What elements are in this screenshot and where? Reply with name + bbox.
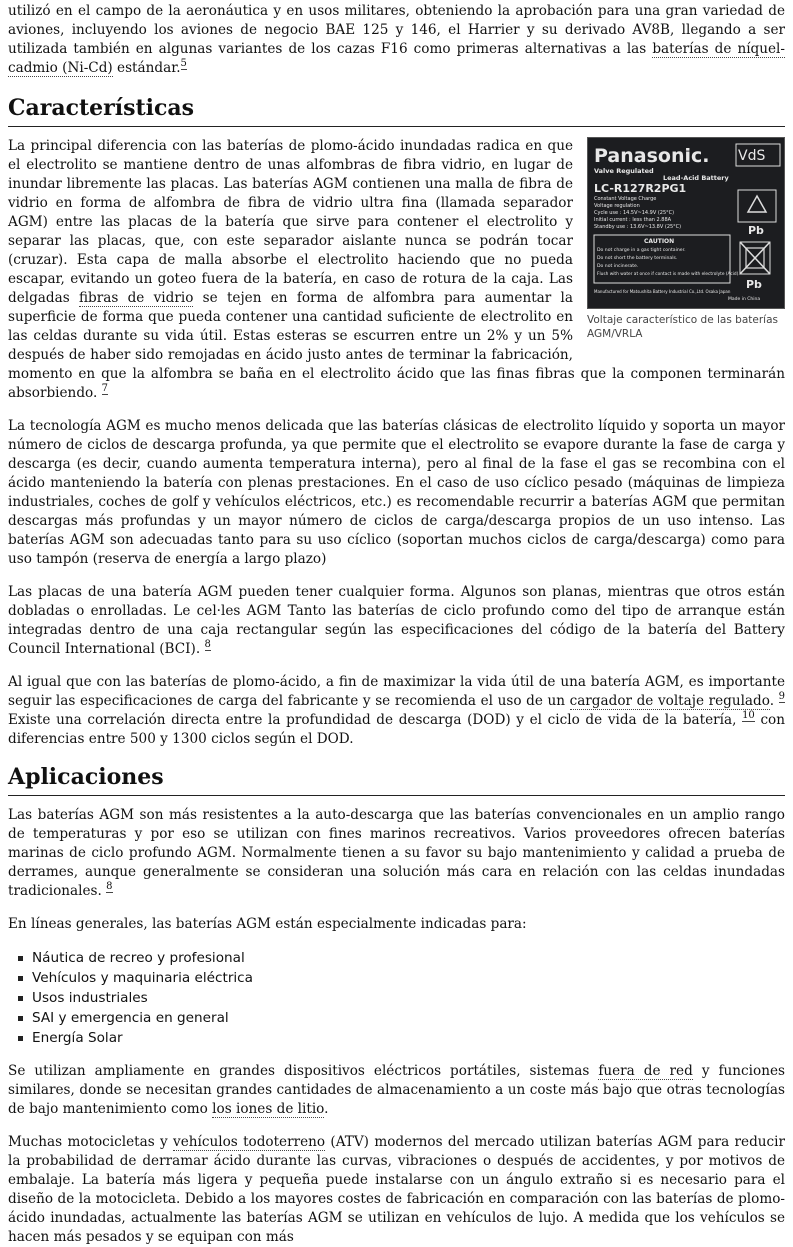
caution4: Flush with water at once if contact is made with electrolyte (Acid). [597,272,740,277]
link-vehiculos-todoterreno[interactable]: vehículos todoterreno [173,1134,326,1150]
list-item: Náutica de recreo y profesional [32,948,785,968]
spec5: Standby use : 13.6V~13.8V (25°C) [594,224,682,230]
text-run: Al igual que con las baterías de plomo-ácido, a fin de maximizar la vida útil de una batería AGM, es importante seguir las especificaciones de carga del fabricante y se recomienda el uso de un [8,674,785,709]
reference-7[interactable]: 7 [101,383,108,395]
battery-line2: Lead-Acid Battery [663,174,729,182]
aplicaciones-paragraph-1 [8,806,785,901]
link-niquel-cadmio[interactable]: baterías de níquel-cadmio (Ni-Cd) [8,41,785,76]
list-item: SAI y emergencia en general [32,1008,785,1028]
text-run: . [769,693,775,709]
caracteristicas-paragraph-3 [8,583,785,659]
battery-label-image[interactable] [587,137,785,309]
spec3: Cycle use : 14.5V~14.9V (25°C) [594,210,675,216]
link-cargador-voltaje-regulado[interactable]: cargador de voltaje regulado [569,693,770,709]
text-run: (ATV) modernos del mercado utilizan baterías AGM para reducir la probabilidad de derramar ácido durante las curvas, vibraciones o después de accidentes, y por motivos de embalaje. La batería más ligera y pequeña puede instalarse con un ángulo extraño si es necesario para el diseño de la motocicleta. Debido a los mayores costes de fabricación en comparación con las baterías de plomo-ácido inundadas, actualmente las baterías AGM se utilizan en vehículos de lujo. A medida que los vehículos se hacen más pesados y se equipan con más [8,1134,785,1245]
made-in-text: Made in China [728,297,761,302]
battery-figure [587,137,785,341]
reference-5[interactable]: 5 [180,58,187,70]
text-run: Existe una correlación directa entre la profundidad de descarga (DOD) y el ciclo de vida de la batería, [8,712,737,728]
brand-text: Panasonic. [594,145,710,167]
reference-8[interactable]: 8 [204,639,211,651]
text-run: y funciones similares, donde se necesitan grandes cantidades de almacenamiento a un coste más bajo que otras tecnologías de bajo mantenimiento como [8,1063,785,1117]
link-iones-de-litio[interactable]: los iones de litio [212,1101,325,1117]
pb-label-bottom: Pb [746,278,762,291]
pb-label-top: Pb [748,224,764,237]
intro-text: utilizó en el campo de la aeronáutica y en usos militares, obteniendo la aprobación para una gran variedad de aviones, incluyendo los aviones de negocio BAE 125 y 146, el Harrier y su derivado AV8B, llegando a ser utilizada también en algunas variantes de los cazas F16 como primeras alternativas a las [8,3,785,57]
caracteristicas-paragraph-4 [8,673,785,749]
list-item: Usos industriales [32,988,785,1008]
spec2: Voltage regulation [594,203,640,209]
applications-list [8,948,785,1048]
intro-text-end: estándar. [112,60,181,76]
section-heading-caracteristicas: Características [8,94,785,127]
link-fuera-de-red[interactable]: fuera de red [598,1063,693,1079]
caution1: Do not charge in a gas tight container. [597,248,686,253]
intro-paragraph [8,0,785,78]
caution2: Do not short the battery terminals. [597,256,678,261]
aplicaciones-paragraph-2: En líneas generales, las baterías AGM están especialmente indicadas para: [8,916,527,932]
aplicaciones-paragraph-3 [8,1062,785,1119]
reference-10[interactable]: 10 [742,710,755,722]
list-item: Energía Solar [32,1028,785,1048]
caution-title: CAUTION [644,238,675,245]
link-fibras-de-vidrio[interactable]: fibras de vidrio [78,290,194,306]
caution3: Do not incinerate. [597,264,639,269]
text-run: Muchas motocicletas y [8,1134,174,1150]
text-run: con diferencias entre 500 y 1300 ciclos según el DOD. [8,712,786,747]
list-item: Vehículos y maquinaria eléctrica [32,968,785,988]
text-run: . [324,1101,329,1117]
text-run: Se utilizan ampliamente en grandes dispositivos eléctricos portátiles, sistemas [8,1063,599,1079]
reference-9[interactable]: 9 [778,691,786,703]
reference-8[interactable]: 8 [106,881,113,893]
vds-mark: VdS [738,148,766,164]
text-run: Las baterías AGM son más resistentes a la auto-descarga que las baterías convencionales en un amplio rango de temperaturas y por eso se utilizan con fines marinos recreativos. Varios proveedores ofrecen baterías marinas de ciclo profundo AGM. Normalmente tienen a su favor su bajo mantenimiento y calidad a prueba de derrames, aunque generalmente se consideran una solución más cara en relación con las celdas inundadas tradicionales. [8,807,785,899]
text-run: se tejen en forma de alfombra para aumentar la superficie de forma que pueda contener una cantidad suficiente de electrolito en las celdas durante su vida útil. Estas esteras se escurren entre un 2% y un 5% después de haber sido remojadas en ácido justo antes de terminar la fabricación, momento en que la alfombra se baña en el electrolito ácido que las finas fibras que la componen terminarán absorbiendo. [8,290,785,401]
text-run: Las placas de una batería AGM pueden tener cualquier forma. Algunos son planas, mientras que otros están dobladas o enrolladas. Le cel·les AGM Tanto las baterías de ciclo profundo como del tipo de arranque están integradas dentro de una caja rectangular según las especificaciones del código de la batería del Battery Council International (BCI). [8,584,785,657]
caracteristicas-paragraph-2: La tecnología AGM es mucho menos delicada que las baterías clásicas de electrolito líquido y soporta un mayor número de ciclos de descarga profunda, ya que permite que el electrolito se evapore durante la fase de carga y descarga (es decir, cuando aumenta temperatura interna), pero al final de la fase el gas se recombina con el ácido manteniendo la batería con plenas prestaciones. En el caso de uso cíclico pesado (máquinas de limpieza industriales, coches de golf y vehículos eléctricos, etc.) es recomendable recurrir a baterías AGM que permitan descargas más profundas y un mayor número de ciclos de carga/descarga propios de un uso intenso. Las baterías AGM son adecuadas tanto para su uso cíclico (soportan muchos ciclos de carga/descarga) como para uso tampón (reserva de energía a largo plazo) [8,418,785,567]
spec4: Initial current : less than 2.88A [594,217,672,223]
maker-text: Manufactured for Matsushita Battery Industrial Co.,Ltd. Osaka Japan [594,289,731,294]
section-heading-aplicaciones: Aplicaciones [8,763,785,796]
text-run: La principal diferencia con las baterías de plomo-ácido inundadas radica en que el electrolito se mantiene dentro de unas alfombras de fibra vidrio, en lugar de inundar libremente las placas. Las baterías AGM contienen una malla de fibra de vidrio en forma de alfombra de fibra de vidrio ultra fina (llamada separador AGM) entre las placas de la batería que sirve para contener el electrolito y separar las placas, que, con este separador aislante nunca se podrán tocar (cruzar). Esta capa de malla absorbe el electrolito haciendo que no pueda escapar, evitando un goteo fuera de la batería, en caso de rotura de la caja. Las delgadas [8,138,573,306]
spec1: Constant Voltage Charge [594,196,657,202]
model-text: LC-R127R2PG1 [594,182,687,195]
figure-caption: Voltaje característico de las baterías AGM/VRLA [587,314,778,340]
battery-line1: Valve Regulated [594,167,654,175]
aplicaciones-paragraph-4 [8,1133,785,1247]
